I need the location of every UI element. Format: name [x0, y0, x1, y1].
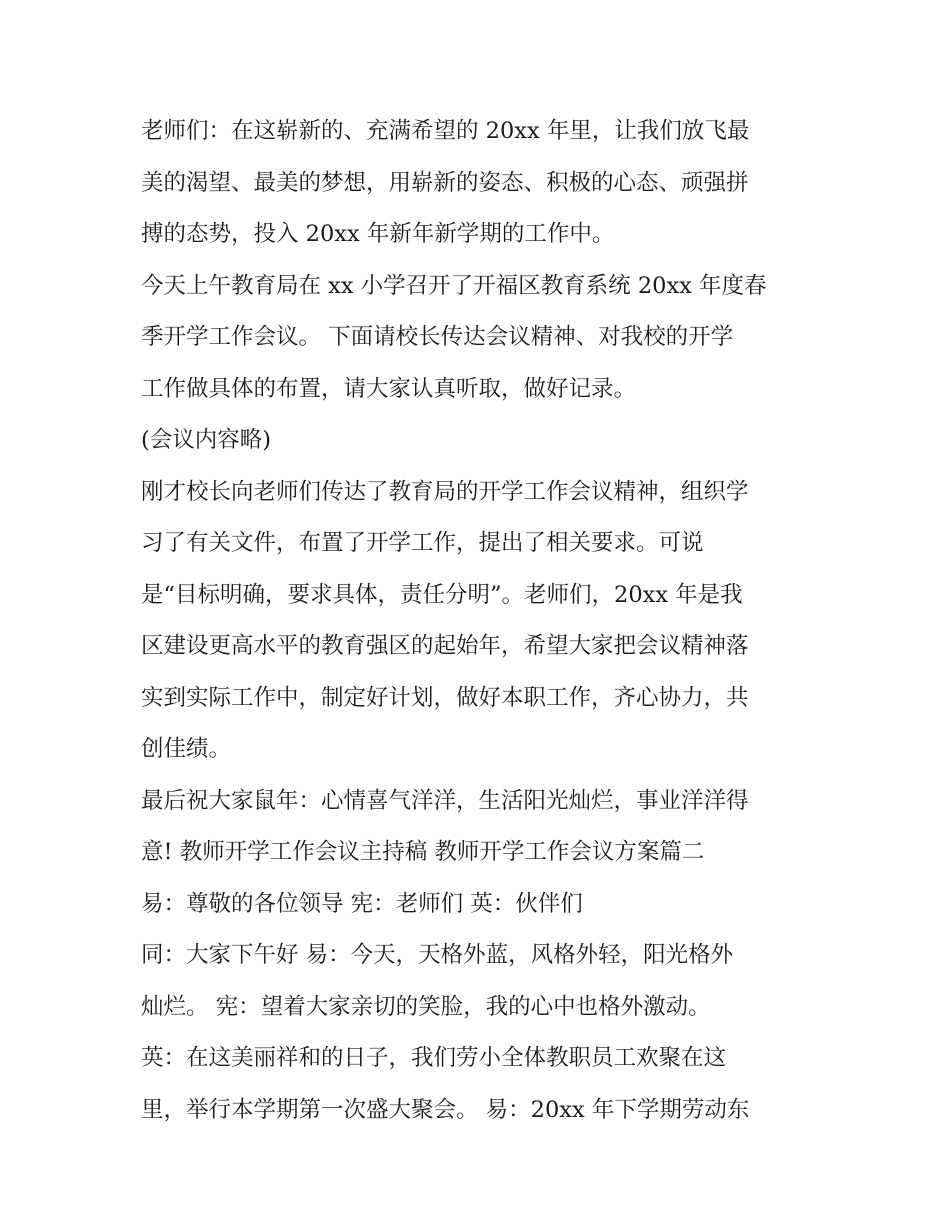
document-body — [141, 106, 821, 1136]
text-line: 易：尊敬的各位领导 宪：老师们 英：伙伴们 — [141, 890, 583, 917]
text-line: 最后祝大家鼠年：心情喜气洋洋，生活阳光灿烂，事业洋洋得 — [141, 787, 749, 814]
text-line: 是“目标明确，要求具体，责任分明”。老师们，20xx 年是我 — [141, 581, 743, 608]
text-line: 老师们：在这崭新的、充满希望的 20xx 年里，让我们放飞最 — [141, 118, 750, 144]
text-line: 意! 教师开学工作会议主持稿 教师开学工作会议方案篇二 — [141, 839, 705, 865]
text-line: 区建设更高水平的教育强区的起始年，希望大家把会议精神落 — [141, 633, 749, 659]
text-line: 搏的态势，投入 20xx 年新年新学期的工作中。 — [141, 221, 615, 247]
text-line: 灿烂。 宪：望着大家亲切的笑脸，我的心中也格外激动。 — [141, 993, 711, 1020]
text-line: 工作做具体的布置，请大家认真听取，做好记录。 — [141, 375, 637, 402]
text-line: 刚才校长向老师们传达了教育局的开学工作会议精神，组织学 — [141, 478, 749, 505]
text-line: 同：大家下午好 易：今天，天格外蓝，风格外轻，阳光格外 — [141, 942, 734, 968]
text-line: 季开学工作会议。 下面请校长传达会议精神、对我校的开学 — [141, 324, 734, 350]
text-line: 创佳绩。 — [141, 736, 232, 762]
text-line: (会议内容略) — [141, 427, 272, 453]
text-line: 习了有关文件，布置了开学工作，提出了相关要求。可说 — [141, 530, 704, 556]
text-line: 实到实际工作中，制定好计划，做好本职工作，齐心协力，共 — [141, 684, 749, 711]
text-line: 里，举行本学期第一次盛大聚会。 易：20xx 年下学期劳动东 — [141, 1096, 750, 1123]
text-line: 美的渴望、最美的梦想，用崭新的姿态、积极的心态、顽强拼 — [141, 169, 749, 196]
text-line: 今天上午教育局在 xx 小学召开了开福区教育系统 20xx 年度春 — [141, 272, 767, 299]
text-line: 英：在这美丽祥和的日子，我们劳小全体教职员工欢聚在这 — [141, 1045, 727, 1071]
